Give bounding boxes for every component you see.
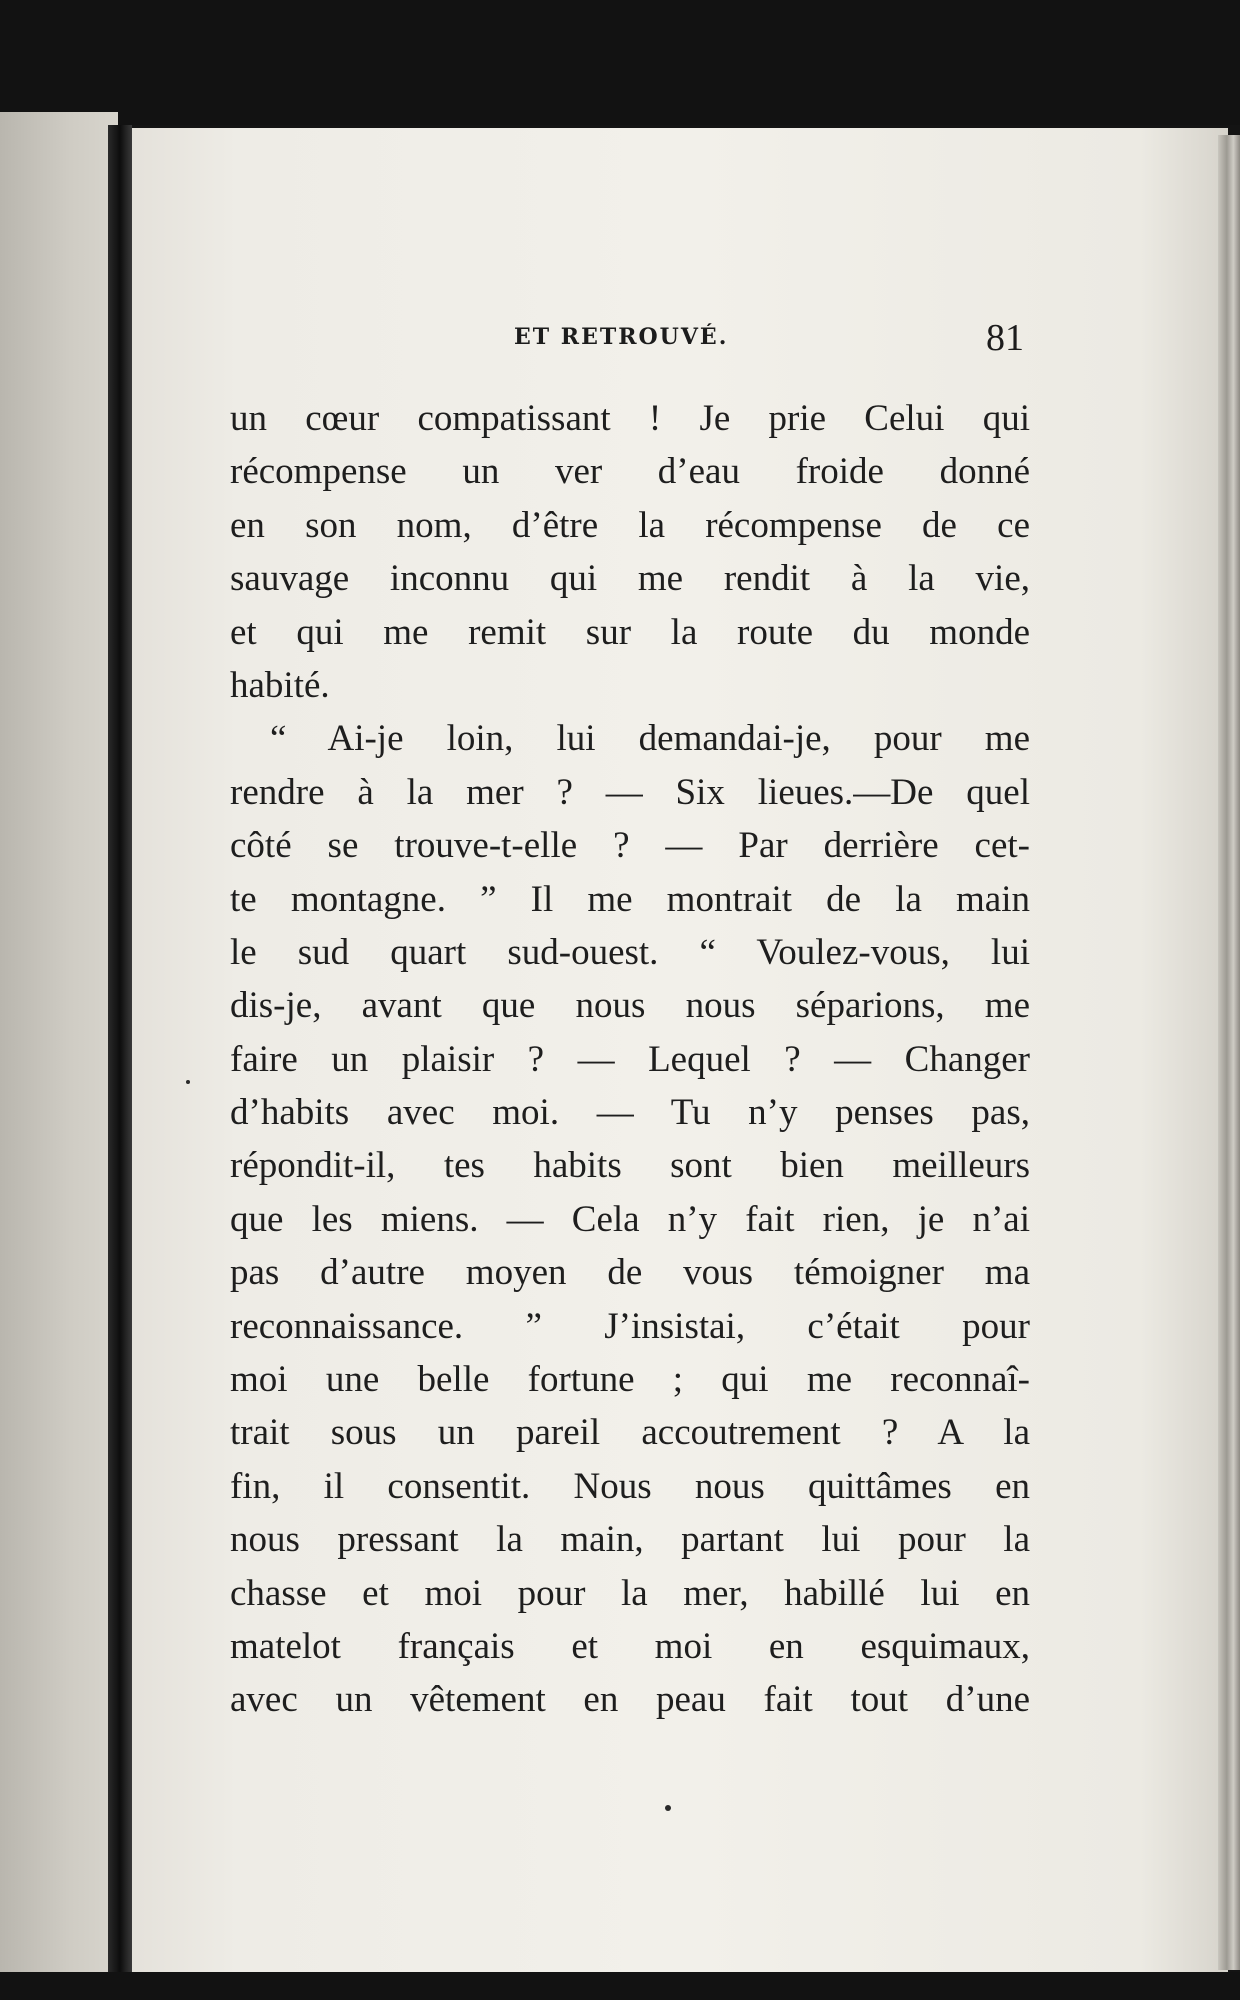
- page-stack-edge: [1218, 135, 1240, 1970]
- text-line: un cœur compatissant ! Je prie Celui qui: [230, 398, 1030, 439]
- text-line: côté se trouve-t-elle ? — Par derrière cet-: [230, 825, 1030, 867]
- scan-speck: [186, 1080, 190, 1084]
- text-line: chasse et moi pour la mer, habillé lui en: [230, 1572, 1030, 1614]
- text-line: que les miens. — Cela n’y fait rien, je n’ai: [230, 1198, 1030, 1240]
- text-line: dis-je, avant que nous nous séparions, me: [230, 985, 1030, 1027]
- facing-page-edge: [0, 112, 118, 1972]
- text-line: matelot français et moi en esquimaux,: [230, 1625, 1030, 1667]
- text-line: récompense un ver d’eau froide donné: [230, 451, 1030, 493]
- running-title: ET RETROUVÉ.: [514, 324, 729, 350]
- text-line: reconnaissance. ” J’insistai, c’était pour: [230, 1305, 1030, 1347]
- text-line: “ Ai-je loin, lui demandai-je, pour me: [270, 718, 1030, 760]
- running-head: [128, 316, 1228, 366]
- text-line: en son nom, d’être la récompense de ce: [230, 504, 1030, 546]
- book-gutter: [108, 125, 132, 1975]
- body-text: [230, 392, 1030, 1727]
- text-line: avec un vêtement en peau fait tout d’une: [230, 1679, 1030, 1721]
- text-line: fin, il consentit. Nous nous quittâmes en: [230, 1465, 1030, 1507]
- text-line: et qui me remit sur la route du monde: [230, 611, 1030, 653]
- text-line: rendre à la mer ? — Six lieues.—De quel: [230, 771, 1030, 813]
- text-line: moi une belle fortune ; qui me reconnaî-: [230, 1359, 1030, 1401]
- text-line: le sud quart sud-ouest. “ Voulez-vous, lui: [230, 931, 1030, 973]
- text-line: faire un plaisir ? — Lequel ? — Changer: [230, 1038, 1030, 1080]
- text-line: nous pressant la main, partant lui pour la: [230, 1519, 1030, 1561]
- text-line: répondit-il, tes habits sont bien meilleurs: [230, 1145, 1030, 1187]
- text-line: sauvage inconnu qui me rendit à la vie,: [230, 558, 1030, 600]
- page-number: 81: [986, 317, 1024, 359]
- text-line: trait sous un pareil accoutrement ? A la: [230, 1412, 1030, 1454]
- scanner-background-top: [0, 0, 1240, 125]
- scan-speck: [665, 1805, 671, 1811]
- scanner-background-bottom: [0, 1972, 1240, 2000]
- text-line: pas d’autre moyen de vous témoigner ma: [230, 1252, 1030, 1294]
- text-line: habité.: [230, 664, 330, 706]
- text-line: d’habits avec moi. — Tu n’y penses pas,: [230, 1092, 1030, 1134]
- text-line: te montagne. ” Il me montrait de la main: [230, 878, 1030, 920]
